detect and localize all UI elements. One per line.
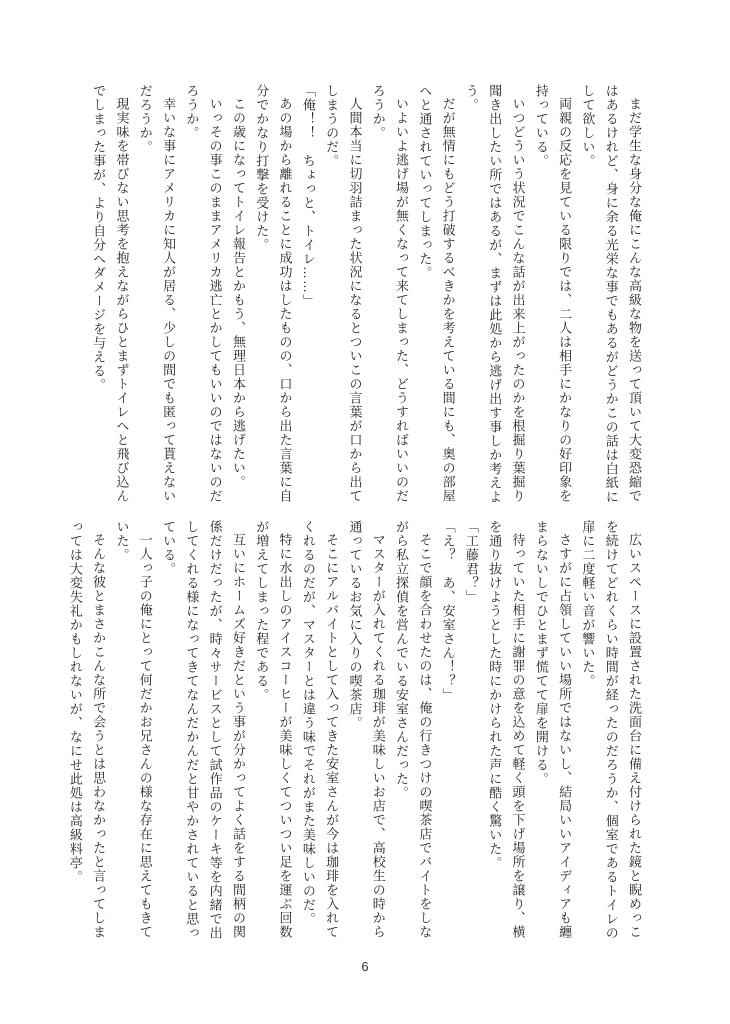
paragraph: まだ学生な身分な俺にこんな高級な物を送って頂いて大変恐縮ではあるけれど、身に余る光栄な事でもあるがどうかこの話は白紙にして欲しい。 (580, 84, 642, 504)
paragraph: いっその事このままアメリカ逃亡とかしてもいいのではないのだろうか。 (184, 84, 223, 503)
paragraph: 一人っ子の俺にとって何だかお兄さんの様な存在に思えてもきていた。 (114, 520, 153, 939)
paragraph: マスターが入れてくれる珈琲が美味しいお店で、高校生の時から通っているお気に入りの喫茶店。 (347, 520, 386, 939)
paragraph: 人間本当に切羽詰まった状況になるとついこの言葉が口から出てしまうのだ。 (324, 84, 363, 503)
paragraph: だが無情にもどう打破するべきかを考えている間にも、奥の部屋へと通されていってしまった。 (417, 84, 456, 503)
paragraph: さすがに占領していい場所ではないし、結局いいアイディアも纏まらないしでひとまず慌てて扉を開ける。 (533, 520, 573, 939)
paragraph: 互いにホームズ好きだという事が分かってよく話をする間柄の関係だけだったが、時々サービスとして試作品のケーキ等を内緒で出してくれる様になってきてなんだかんだと甘やかされていると思っている。 (161, 520, 246, 940)
dialogue-line: 「え？ あ、安室さん！？」 (440, 520, 456, 702)
paragraph: 待っていた相手に謝罪の意を込めて軽く頭を下げ場所を譲り、横を通り抜けようとした時にかけられた声に酷く驚いた。 (487, 520, 526, 939)
paragraph: この歳になってトイレ報告とかもう、無理日本から逃げたい。 (230, 97, 246, 489)
paragraph: そんな彼とまさかこんな所で会うとは思わなかったと言ってしまっては大変失礼かもしれないが、なにせ此処は高級料亭。 (67, 520, 107, 939)
paragraph: いよいよ逃げ場が無くなって来てしまった、どうすればいいのだろうか。 (370, 84, 410, 503)
paragraph: 幸いな事にアメリカに知人が居る、少しの間でも匿って貰えないだろうか。 (137, 84, 177, 503)
paragraph: 現実味を帯びない思考を抱えながらひとまずトイレへと飛び込んでしまった事が、より自分へダメージを与える。 (91, 84, 130, 503)
paragraph: 特に水出しのアイスコーヒーが美味しくてついつい足を運ぶ回数が増えてしまった程である。 (254, 520, 293, 939)
paragraph: そこにアルバイトとして入ってきた安室さんが今は珈琲を入れてくれるのだが、マスターとは違う味でそれがまた美味しいのだ。 (300, 520, 340, 939)
text-section-top (87, 84, 646, 504)
paragraph: いつどういう状況でこんな話が出来上がったのかを根掘り葉掘り聞き出したい所ではあるが、まずは此処から逃げ出す事しか考えよう。 (463, 84, 526, 504)
paragraph: 両親の反応を見ている限りでは、二人は相手にかなりの好印象を持っている。 (533, 84, 573, 503)
page-number: 6 (361, 959, 369, 974)
paragraph: そこで顔を合わせたのは、俺の行きつけの喫茶店でバイトをしながら私立探偵を営んでいる安室さんだった。 (394, 520, 433, 939)
paragraph: 広いスペースに設置された洗面台に備え付けられた鏡と睨めっこを続けてどれくらい時間が経ったのだろうか、個室であるトイレの扉に二度軽い音が響いた。 (580, 520, 642, 940)
text-section-bottom (64, 520, 646, 940)
paragraph: あの場から離れることに成功はしたものの、口から出た言葉に自分でかなり打撃を受けた。 (254, 84, 293, 503)
dialogue-line: 「工藤君？」 (463, 520, 479, 604)
dialogue-line: 「俺！！ ちょっと、トイレ……」 (300, 84, 316, 308)
